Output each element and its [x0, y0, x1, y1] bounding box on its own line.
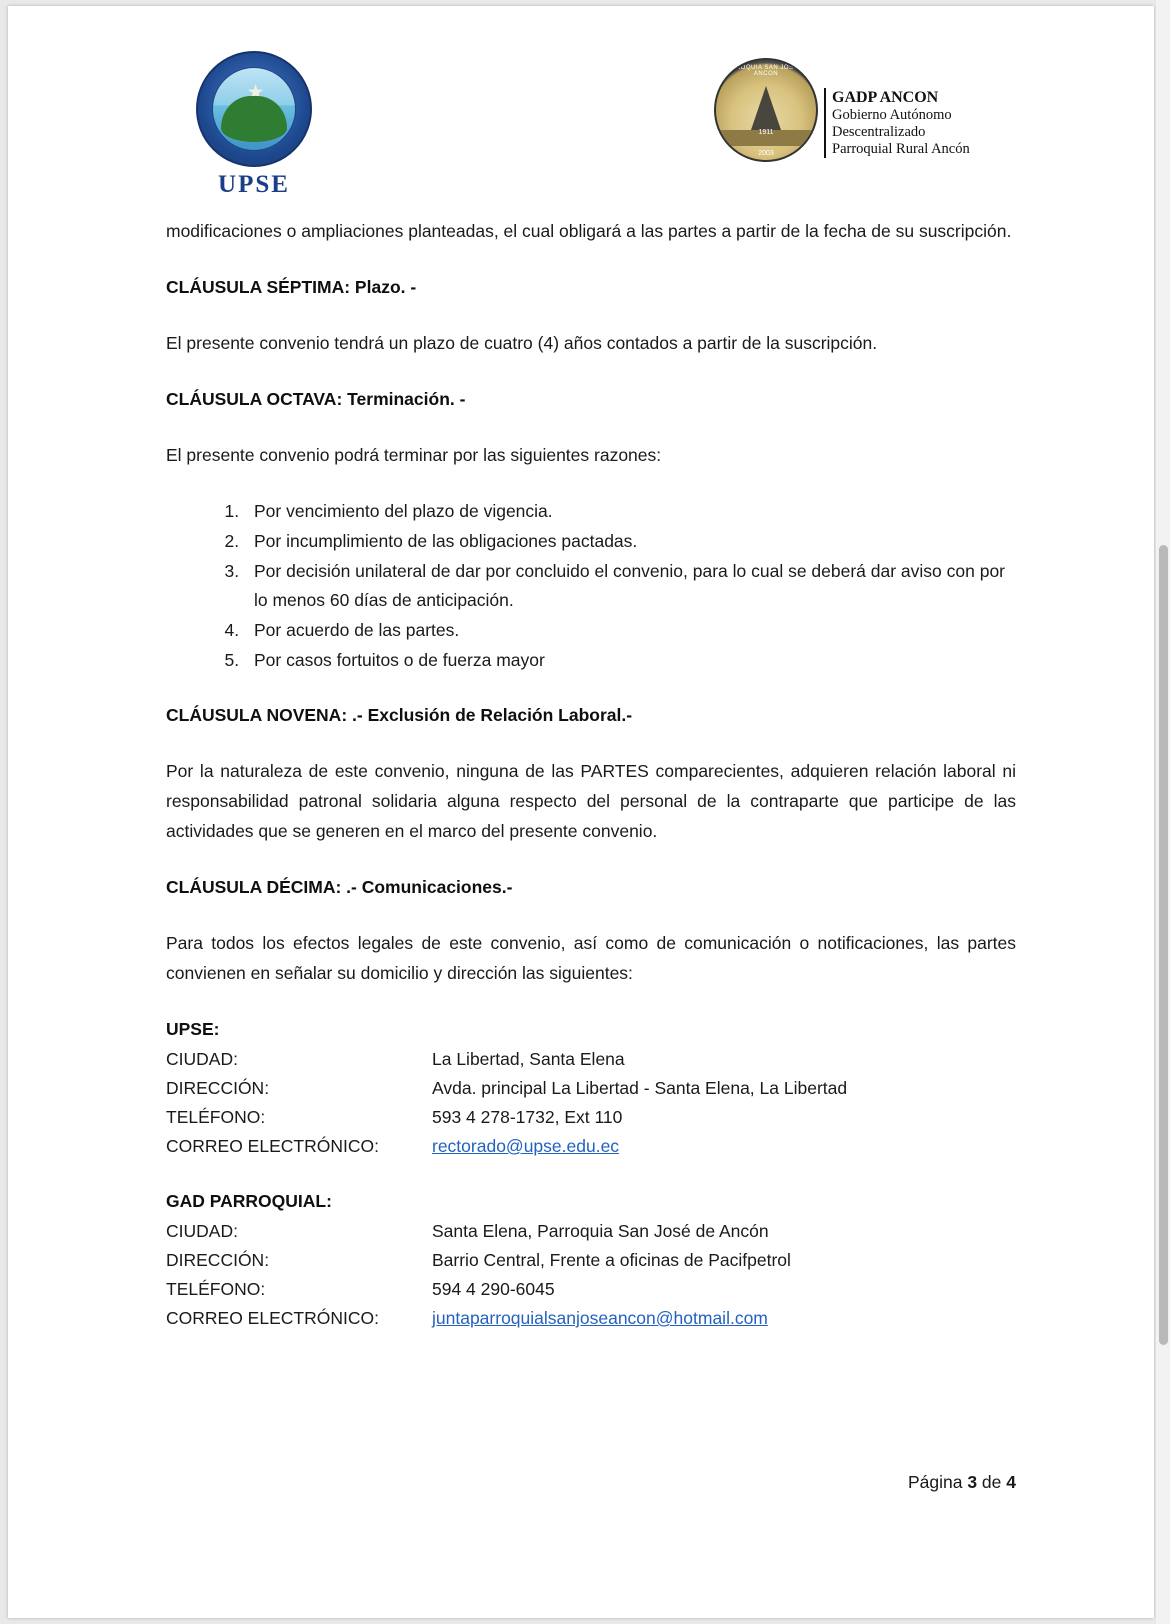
document-page	[8, 6, 1154, 1618]
clause-ninth-text: Por la naturaleza de este convenio, ninguna de las PARTES comparecientes, adquieren relación laboral ni responsabilidad patronal solidaria alguna respecto del personal de la contraparte que participe de las actividades que se generen en el marco del presente convenio.	[166, 761, 1016, 841]
footer-prefix: Página	[907, 1472, 968, 1492]
contact-row	[166, 1275, 1016, 1304]
contact-value: La Libertad, Santa Elena	[432, 1049, 625, 1069]
footer-middle: de	[977, 1472, 1007, 1492]
contact-value: Barrio Central, Frente a oficinas de Pacifpetrol	[432, 1250, 791, 1270]
contact-row	[166, 1103, 1016, 1132]
page-footer	[166, 1472, 1016, 1493]
list-item: 3. Por decisión unilateral de dar por concluido el convenio, para lo cual se deberá dar aviso con por lo menos 60 días de anticipación.	[244, 557, 1016, 615]
contact-value: 593 4 278-1732, Ext 110	[432, 1107, 623, 1127]
contact-label: DIRECCIÓN:	[166, 1078, 270, 1098]
vertical-scrollbar-thumb[interactable]	[1159, 545, 1168, 1345]
upse-wordmark: UPSE	[218, 171, 290, 198]
landscape-shape	[221, 96, 287, 142]
contact-value: 594 4 290-6045	[432, 1279, 555, 1299]
clause-tenth-text: Para todos los efectos legales de este convenio, así como de comunicación o notificaciones, las partes convienen en señalar su domicilio y dirección las siguientes:	[166, 933, 1016, 983]
clause-seventh-heading: CLÁUSULA SÉPTIMA: Plazo. -	[166, 277, 417, 297]
contact-value	[432, 1304, 768, 1333]
list-item: 1. Por vencimiento del plazo de vigencia.	[244, 497, 1016, 526]
clause-eighth-heading: CLÁUSULA OCTAVA: Terminación. -	[166, 389, 466, 409]
upse-seal-icon	[196, 51, 312, 167]
contact-label: CORREO ELECTRÓNICO:	[166, 1308, 379, 1328]
contact-value	[432, 1132, 619, 1161]
contact-row	[166, 1132, 1016, 1161]
list-item: 4. Por acuerdo de las partes.	[244, 616, 1016, 645]
clause-eighth-text: El presente convenio podrá terminar por las siguientes razones:	[166, 445, 662, 465]
termination-reasons-list	[166, 497, 1016, 675]
clause-ninth-heading: CLÁUSULA NOVENA: .- Exclusión de Relación Laboral.-	[166, 705, 633, 725]
gadp-seal-arc-text: PARROQUIA SAN JOSE DE ANCON	[722, 65, 810, 77]
gadp-subtitle-line2: Parroquial Rural Ancón	[832, 141, 970, 157]
footer-current-page: 3	[967, 1472, 978, 1492]
contact-row	[166, 1246, 1016, 1275]
gadp-seal-year-2: 2003	[758, 150, 774, 157]
contact-label: CIUDAD:	[166, 1221, 238, 1241]
contact-value: Santa Elena, Parroquia San José de Ancón	[432, 1221, 769, 1241]
contact-label: CIUDAD:	[166, 1049, 238, 1069]
gadp-text-block	[824, 88, 1034, 158]
email-link-upse[interactable]: rectorado@upse.edu.ec	[432, 1136, 620, 1156]
gadp-seal-year-1: 1911	[758, 129, 774, 136]
contact-label: CORREO ELECTRÓNICO:	[166, 1136, 379, 1156]
contact-title: UPSE:	[166, 1019, 220, 1039]
gadp-seal-icon	[714, 58, 818, 162]
contact-label: TELÉFONO:	[166, 1107, 266, 1127]
clause-tenth-heading: CLÁUSULA DÉCIMA: .- Comunicaciones.-	[166, 877, 513, 897]
contact-label: TELÉFONO:	[166, 1279, 266, 1299]
contact-value: Avda. principal La Libertad - Santa Elena, La Libertad	[432, 1078, 848, 1098]
vertical-scrollbar-track[interactable]	[1156, 0, 1170, 1624]
list-item: 5. Por casos fortuitos o de fuerza mayor	[244, 646, 1016, 675]
document-body	[166, 216, 1016, 1359]
contact-row	[166, 1074, 1016, 1103]
contact-block-upse	[166, 1015, 1016, 1161]
contact-row	[166, 1045, 1016, 1074]
contact-label: DIRECCIÓN:	[166, 1250, 270, 1270]
contact-row	[166, 1304, 1016, 1333]
footer-total-pages: 4	[1006, 1472, 1016, 1492]
clause-seventh-text: El presente convenio tendrá un plazo de cuatro (4) años contados a partir de la suscripción.	[166, 333, 878, 353]
list-item: 2. Por incumplimiento de las obligaciones pactadas.	[244, 527, 1016, 556]
gadp-title: GADP ANCON	[832, 89, 939, 106]
oil-derrick-icon	[751, 86, 781, 130]
gadp-logo	[714, 58, 1034, 173]
contact-block-gad	[166, 1187, 1016, 1333]
gadp-subtitle-line1: Gobierno Autónomo Descentralizado	[832, 107, 952, 140]
contact-title: GAD PARROQUIAL:	[166, 1191, 332, 1211]
upse-logo	[190, 51, 318, 201]
document-header	[8, 6, 1154, 206]
intro-paragraph: modificaciones o ampliaciones planteadas, el cual obligará a las partes a partir de la fecha de su suscripción.	[166, 221, 1012, 241]
contact-row	[166, 1217, 1016, 1246]
email-link-gad[interactable]: juntaparroquialsanjoseancon@hotmail.com	[432, 1308, 768, 1328]
upse-seal-inner	[212, 67, 296, 151]
